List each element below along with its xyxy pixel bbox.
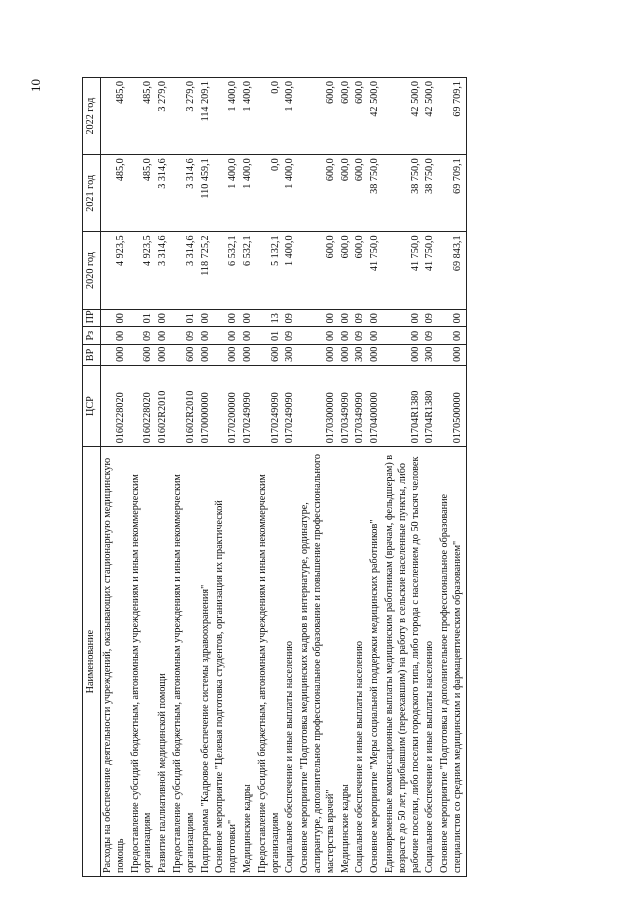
row-rz: 09	[129, 327, 157, 345]
row-vr: 000	[438, 345, 466, 366]
header-2020: 2020 год	[83, 232, 101, 309]
row-value-2021: 38 750,0	[383, 155, 423, 232]
row-vr: 600	[171, 345, 199, 366]
row-csr: 01704R1380	[383, 365, 423, 446]
row-value-2020: 41 750,0	[368, 232, 383, 309]
table-row	[339, 78, 354, 877]
row-value-2020: 3 314,6	[156, 232, 171, 309]
row-name: Социальное обеспечение и иные выплаты населению	[283, 447, 298, 877]
row-pr: 00	[199, 309, 214, 327]
budget-table-page	[82, 77, 622, 877]
row-value-2022: 42 500,0	[383, 78, 423, 155]
row-pr: 00	[156, 309, 171, 327]
row-value-2021: 1 400,0	[241, 155, 256, 232]
row-csr: 01602R2010	[171, 365, 199, 446]
row-value-2020: 600,0	[353, 232, 368, 309]
row-csr: 0170349090	[339, 365, 354, 446]
row-rz: 00	[241, 327, 256, 345]
row-value-2022: 1 400,0	[283, 78, 298, 155]
row-pr: 00	[101, 309, 129, 327]
row-value-2020: 4 923,5	[129, 232, 157, 309]
row-value-2022: 69 709,1	[438, 78, 466, 155]
row-csr: 0170249090	[256, 365, 284, 446]
row-value-2021: 1 400,0	[283, 155, 298, 232]
row-rz: 00	[298, 327, 338, 345]
row-csr: 01704R1380	[423, 365, 438, 446]
row-vr: 600	[256, 345, 284, 366]
row-vr: 000	[199, 345, 214, 366]
row-rz: 09	[171, 327, 199, 345]
row-rz: 00	[199, 327, 214, 345]
row-csr: 0170300000	[298, 365, 338, 446]
row-value-2022: 114 209,1	[199, 78, 214, 155]
row-value-2020: 6 532,1	[241, 232, 256, 309]
row-value-2021: 38 750,0	[423, 155, 438, 232]
row-rz: 09	[283, 327, 298, 345]
row-rz: 00	[368, 327, 383, 345]
table-row	[353, 78, 368, 877]
row-value-2021: 69 709,1	[438, 155, 466, 232]
row-name: Предоставление субсидий бюджетным, автономным учреждениям и иным некоммерческим организациям	[171, 447, 199, 877]
row-value-2020: 118 725,2	[199, 232, 214, 309]
row-value-2020: 600,0	[339, 232, 354, 309]
row-csr: 0170249090	[283, 365, 298, 446]
row-vr: 000	[298, 345, 338, 366]
row-value-2020: 5 132,1	[256, 232, 284, 309]
table-row	[383, 78, 423, 877]
row-name: Основное мероприятие "Меры социальной поддержки медицинских работников"	[368, 447, 383, 877]
row-value-2022: 1 400,0	[213, 78, 241, 155]
row-pr: 00	[298, 309, 338, 327]
row-value-2021: 3 314,6	[171, 155, 199, 232]
row-pr: 00	[339, 309, 354, 327]
row-name: Предоставление субсидий бюджетным, автономным учреждениям и иным некоммерческим организациям	[129, 447, 157, 877]
row-name: Расходы на обеспечение деятельности учреждений, оказывающих стационарную медицинскую помощь	[101, 447, 129, 877]
row-value-2021: 3 314,6	[156, 155, 171, 232]
row-pr: 13	[256, 309, 284, 327]
table-row	[199, 78, 214, 877]
row-csr: 0160228020	[101, 365, 129, 446]
row-name: Предоставление субсидий бюджетным, автономным учреждениям и иным некоммерческим организациям	[256, 447, 284, 877]
row-pr: 00	[383, 309, 423, 327]
row-value-2020: 41 750,0	[383, 232, 423, 309]
row-csr: 0170000000	[199, 365, 214, 446]
row-rz: 00	[339, 327, 354, 345]
row-value-2022: 485,0	[101, 78, 129, 155]
page-number: 10	[28, 79, 43, 92]
row-vr: 000	[241, 345, 256, 366]
row-pr: 00	[213, 309, 241, 327]
row-value-2022: 42 500,0	[368, 78, 383, 155]
row-value-2022: 600,0	[298, 78, 338, 155]
row-value-2022: 42 500,0	[423, 78, 438, 155]
row-value-2022: 3 279,0	[171, 78, 199, 155]
row-name: Развитие паллиативной медицинской помощи	[156, 447, 171, 877]
row-value-2020: 6 532,1	[213, 232, 241, 309]
row-value-2021: 600,0	[339, 155, 354, 232]
row-value-2020: 41 750,0	[423, 232, 438, 309]
row-value-2022: 600,0	[353, 78, 368, 155]
row-value-2020: 600,0	[298, 232, 338, 309]
row-value-2021: 38 750,0	[368, 155, 383, 232]
row-value-2021: 600,0	[298, 155, 338, 232]
row-csr: 0170349090	[353, 365, 368, 446]
row-value-2022: 600,0	[339, 78, 354, 155]
row-pr: 01	[171, 309, 199, 327]
row-value-2020: 69 843,1	[438, 232, 466, 309]
row-name: Основное мероприятие "Подготовка и дополнительное профессиональное образование специалистов со средним медицинским и фармацевтическим образованием"	[438, 447, 466, 877]
row-value-2021: 110 459,1	[199, 155, 214, 232]
row-rz: 00	[101, 327, 129, 345]
table-row	[101, 78, 129, 877]
header-rz: Рз	[83, 327, 101, 345]
row-csr: 0160228020	[129, 365, 157, 446]
row-value-2020: 1 400,0	[283, 232, 298, 309]
row-pr: 01	[129, 309, 157, 327]
table-row	[213, 78, 241, 877]
row-vr: 600	[129, 345, 157, 366]
header-pr: ПР	[83, 309, 101, 327]
row-value-2021: 1 400,0	[213, 155, 241, 232]
row-name: Единовременные компенсационные выплаты медицинским работникам (врачам, фельдшерам) в возрасте до 50 лет, прибывшим (переехавшим) на работу в сельские населенные пункты, либо рабочие поселки, либо поселки городского типа, либо города с населением до 50 тысяч человек	[383, 447, 423, 877]
table-row	[298, 78, 338, 877]
row-value-2021: 485,0	[101, 155, 129, 232]
table-row	[438, 78, 466, 877]
header-2022: 2022 год	[83, 78, 101, 155]
row-value-2020: 4 923,5	[101, 232, 129, 309]
row-csr: 01602R2010	[156, 365, 171, 446]
header-csr: ЦСР	[83, 365, 101, 446]
table-row	[256, 78, 284, 877]
row-value-2021: 600,0	[353, 155, 368, 232]
row-vr: 000	[368, 345, 383, 366]
row-rz: 09	[353, 327, 368, 345]
row-vr: 300	[283, 345, 298, 366]
row-pr: 09	[423, 309, 438, 327]
row-vr: 000	[339, 345, 354, 366]
row-value-2022: 485,0	[129, 78, 157, 155]
row-csr: 0170200000	[213, 365, 241, 446]
row-csr: 0170500000	[438, 365, 466, 446]
row-csr: 0170249090	[241, 365, 256, 446]
row-value-2020: 3 314,6	[171, 232, 199, 309]
row-pr: 09	[353, 309, 368, 327]
row-value-2022: 3 279,0	[156, 78, 171, 155]
table-row	[156, 78, 171, 877]
row-value-2022: 0,0	[256, 78, 284, 155]
row-name: Подпрограмма "Кадровое обеспечение системы здравоохранения"	[199, 447, 214, 877]
row-vr: 000	[383, 345, 423, 366]
row-value-2021: 0,0	[256, 155, 284, 232]
row-pr: 00	[241, 309, 256, 327]
row-rz: 00	[438, 327, 466, 345]
row-name: Основное мероприятие "Целевая подготовка студентов, организация их практической подготовки"	[213, 447, 241, 877]
row-name: Социальное обеспечение и иные выплаты населению	[353, 447, 368, 877]
table-header-row	[83, 78, 101, 877]
row-pr: 00	[438, 309, 466, 327]
row-rz: 00	[156, 327, 171, 345]
row-vr: 000	[101, 345, 129, 366]
row-rz: 00	[383, 327, 423, 345]
row-pr: 00	[368, 309, 383, 327]
table-row	[423, 78, 438, 877]
table-row	[171, 78, 199, 877]
budget-table	[82, 77, 467, 877]
row-vr: 300	[423, 345, 438, 366]
table-row	[368, 78, 383, 877]
row-vr: 300	[353, 345, 368, 366]
row-name: Медицинские кадры	[339, 447, 354, 877]
row-name: Медицинские кадры	[241, 447, 256, 877]
row-name: Социальное обеспечение и иные выплаты населению	[423, 447, 438, 877]
row-vr: 000	[213, 345, 241, 366]
header-vr: ВР	[83, 345, 101, 366]
row-value-2021: 485,0	[129, 155, 157, 232]
row-rz: 01	[256, 327, 284, 345]
row-pr: 09	[283, 309, 298, 327]
table-row	[241, 78, 256, 877]
row-vr: 000	[156, 345, 171, 366]
table-row	[129, 78, 157, 877]
row-csr: 0170400000	[368, 365, 383, 446]
header-name: Наименование	[83, 447, 101, 877]
header-2021: 2021 год	[83, 155, 101, 232]
table-row	[283, 78, 298, 877]
row-name: Основное мероприятие "Подготовка медицинских кадров в интернатуре, ординатуре, аспирантуре, дополнительное профессиональное образование и повышение профессионального мастерства врачей"	[298, 447, 338, 877]
row-value-2022: 1 400,0	[241, 78, 256, 155]
row-rz: 00	[213, 327, 241, 345]
row-rz: 09	[423, 327, 438, 345]
